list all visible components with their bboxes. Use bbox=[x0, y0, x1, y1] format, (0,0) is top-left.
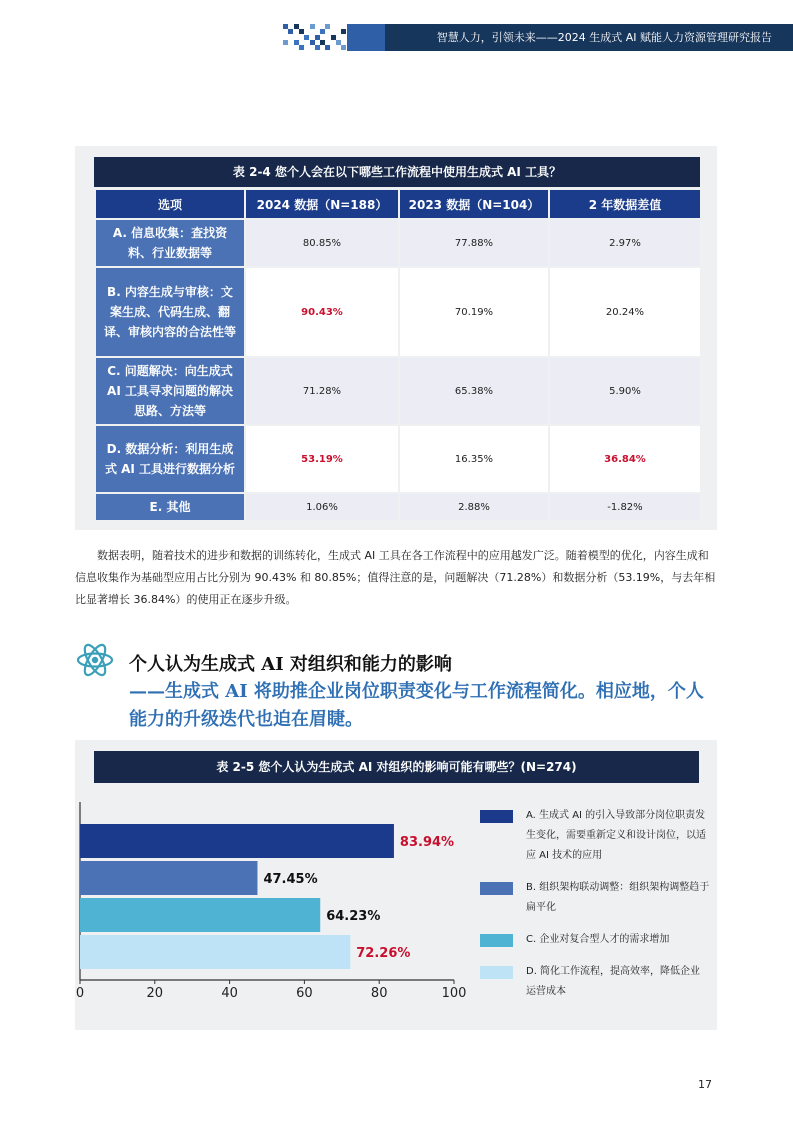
legend-swatch bbox=[480, 934, 513, 947]
chart-bar bbox=[80, 861, 257, 895]
table-header-row bbox=[96, 190, 700, 218]
header-pixel bbox=[336, 40, 341, 45]
section-subtitle: ——生成式 AI 将助推企业岗位职责变化与工作流程简化。相应地，个人能力的升级迭代也迫在眉睫。 bbox=[129, 681, 704, 730]
header-pixel bbox=[283, 40, 288, 45]
chart-legend bbox=[480, 806, 710, 1014]
x-tick-label: 100 bbox=[441, 986, 467, 1001]
value-2024-cell: 1.06% bbox=[246, 494, 398, 520]
table-title: 表 2-4 您个人会在以下哪些工作流程中使用生成式 AI 工具？ bbox=[94, 157, 700, 187]
impact-bar-chart bbox=[60, 800, 470, 1012]
diff-cell: -1.82% bbox=[550, 494, 700, 520]
legend-label: A. 生成式 AI 的引入导致部分岗位职责发生变化，需要重新定义和设计岗位，以适应 AI 技术的应用 bbox=[526, 810, 706, 861]
legend-swatch bbox=[480, 966, 513, 979]
column-header: 2 年数据差值 bbox=[550, 190, 700, 218]
x-tick-label: 60 bbox=[296, 986, 313, 1001]
legend-item bbox=[480, 962, 710, 1002]
header-pixel bbox=[325, 45, 330, 50]
header-pixel bbox=[299, 29, 304, 34]
header-pixel bbox=[341, 29, 346, 34]
table-row bbox=[96, 426, 700, 492]
value-2024-cell: 53.19% bbox=[246, 426, 398, 492]
legend-label: B. 组织架构联动调整：组织架构调整趋于扁平化 bbox=[526, 882, 710, 913]
diff-cell: 36.84% bbox=[550, 426, 700, 492]
x-tick-label: 20 bbox=[146, 986, 164, 1001]
header-pixel bbox=[315, 35, 320, 40]
data-label: 64.23% bbox=[326, 909, 381, 924]
chart-bar bbox=[80, 898, 320, 932]
value-2023-cell: 16.35% bbox=[400, 426, 548, 492]
usage-table bbox=[94, 188, 702, 522]
chart-bar bbox=[80, 824, 394, 858]
legend-swatch bbox=[480, 810, 513, 823]
header-pixel bbox=[283, 24, 288, 29]
header-pixel bbox=[294, 24, 299, 29]
header-pixel bbox=[325, 24, 330, 29]
value-2023-cell: 2.88% bbox=[400, 494, 548, 520]
header-accent-block bbox=[347, 24, 385, 51]
header-pixel bbox=[294, 40, 299, 45]
header-pixel bbox=[331, 35, 336, 40]
chart-title: 表 2-5 您个人认为生成式 AI 对组织的影响可能有哪些？(N=274) bbox=[94, 751, 699, 783]
data-label: 72.26% bbox=[356, 946, 411, 961]
value-2023-cell: 65.38% bbox=[400, 358, 548, 424]
diff-cell: 2.97% bbox=[550, 220, 700, 266]
table-row bbox=[96, 220, 700, 266]
atom-icon bbox=[75, 640, 115, 680]
data-label: 83.94% bbox=[399, 835, 455, 850]
header-pixel bbox=[304, 35, 309, 40]
section-title: 个人认为生成式 AI 对组织和能力的影响 bbox=[129, 654, 452, 675]
header-pixel bbox=[320, 29, 325, 34]
table-row bbox=[96, 494, 700, 520]
legend-item bbox=[480, 878, 710, 918]
option-cell: B. 内容生成与审核：文案生成、代码生成、翻译、审核内容的合法性等 bbox=[96, 268, 244, 356]
header-title: 智慧人力，引领未来——2024 生成式 AI 赋能人力资源管理研究报告 bbox=[436, 31, 772, 44]
option-cell: A. 信息收集：查找资料、行业数据等 bbox=[96, 220, 244, 266]
x-tick-label: 80 bbox=[370, 986, 388, 1001]
value-2024-cell: 71.28% bbox=[246, 358, 398, 424]
chart-bar bbox=[80, 935, 350, 969]
header-pixel bbox=[320, 40, 325, 45]
header-pixel bbox=[310, 40, 315, 45]
value-2024-cell: 90.43% bbox=[246, 268, 398, 356]
x-tick-label: 0 bbox=[75, 986, 85, 1001]
page-number: 17 bbox=[698, 1078, 712, 1091]
legend-item bbox=[480, 930, 710, 950]
option-cell: D. 数据分析：利用生成式 AI 工具进行数据分析 bbox=[96, 426, 244, 492]
header-pixel bbox=[310, 24, 315, 29]
column-header: 选项 bbox=[96, 190, 244, 218]
table-row bbox=[96, 358, 700, 424]
data-label: 47.45% bbox=[263, 872, 318, 887]
header-pixel bbox=[288, 29, 293, 34]
column-header: 2024 数据（N=188） bbox=[246, 190, 398, 218]
table-row bbox=[96, 268, 700, 356]
analysis-paragraph: 数据表明，随着技术的进步和数据的训练转化，生成式 AI 工具在各工作流程中的应用越发广泛。随着模型的优化，内容生成和信息收集作为基础型应用占比分别为 90.43% 和 80.85%；值得注意的是，问题解决（71.28%）和数据分析（53.19%，与去年相比显著增长 36.84%）的使用正在逐步升级。 bbox=[75, 549, 716, 606]
header-pixel bbox=[299, 45, 304, 50]
legend-swatch bbox=[480, 882, 513, 895]
value-2023-cell: 77.88% bbox=[400, 220, 548, 266]
legend-label: D. 简化工作流程，提高效率，降低企业运营成本 bbox=[526, 966, 701, 997]
diff-cell: 5.90% bbox=[550, 358, 700, 424]
value-2024-cell: 80.85% bbox=[246, 220, 398, 266]
option-cell: E. 其他 bbox=[96, 494, 244, 520]
x-tick-label: 40 bbox=[221, 986, 238, 1001]
value-2023-cell: 70.19% bbox=[400, 268, 548, 356]
header-pixel bbox=[315, 45, 320, 50]
legend-item bbox=[480, 806, 710, 866]
option-cell: C. 问题解决：向生成式 AI 工具寻求问题的解决思路、方法等 bbox=[96, 358, 244, 424]
diff-cell: 20.24% bbox=[550, 268, 700, 356]
header-pixel-pattern bbox=[283, 24, 347, 51]
legend-label: C. 企业对复合型人才的需求增加 bbox=[526, 934, 670, 945]
header-pixel bbox=[341, 45, 346, 50]
column-header: 2023 数据（N=104） bbox=[400, 190, 548, 218]
